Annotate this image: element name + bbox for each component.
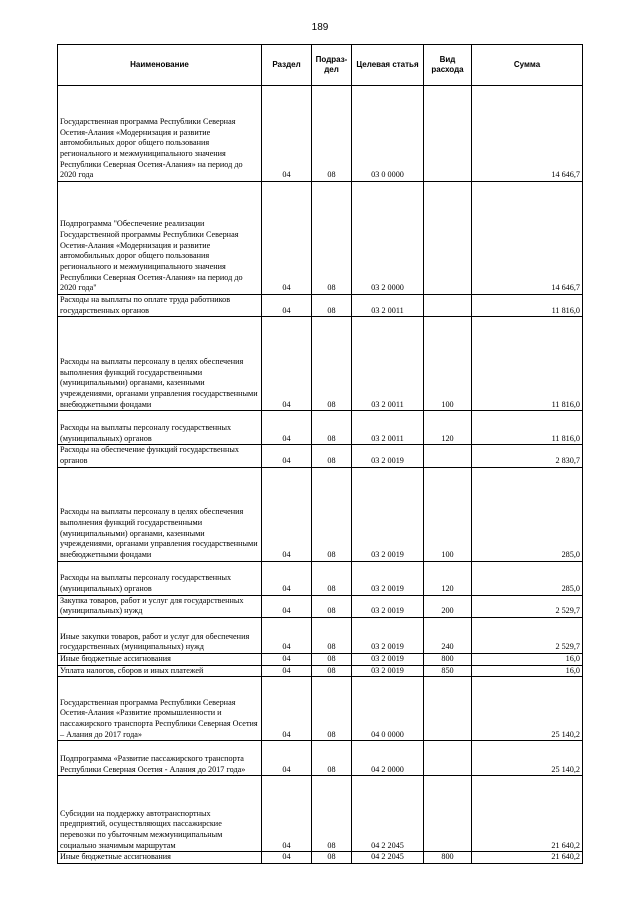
header-amount: Сумма [472,45,583,86]
cell-type: 850 [424,665,472,677]
cell-section: 04 [262,317,312,411]
header-subsection: Подраз-дел [312,45,352,86]
table-row [58,653,583,665]
cell-target: 03 2 0019 [352,665,424,677]
cell-amount: 21 640,2 [472,852,583,864]
cell-amount: 14 646,7 [472,86,583,182]
cell-name: Расходы на выплаты персоналу в целях обеспечения выполнения функций государственными (муниципальными) органами, казенными учреждениями, органами управления государственными внебюджетными фондами [58,467,262,561]
cell-name: Иные закупки товаров, работ и услуг для обеспечения государственных (муниципальных) нужд [58,617,262,653]
cell-section: 04 [262,852,312,864]
cell-name: Уплата налогов, сборов и иных платежей [58,665,262,677]
cell-subsection: 08 [312,295,352,317]
cell-section: 04 [262,617,312,653]
cell-subsection: 08 [312,653,352,665]
table-row [58,617,583,653]
cell-target: 04 2 2045 [352,852,424,864]
cell-name: Иные бюджетные ассигнования [58,852,262,864]
table-row [58,295,583,317]
budget-table [57,44,583,864]
cell-section: 04 [262,741,312,776]
cell-section: 04 [262,411,312,445]
cell-target: 03 2 0011 [352,317,424,411]
cell-type [424,741,472,776]
cell-target: 03 2 0019 [352,561,424,595]
cell-amount: 21 640,2 [472,776,583,852]
header-section: Раздел [262,45,312,86]
header-type: Вид расхода [424,45,472,86]
cell-target: 04 2 0000 [352,741,424,776]
cell-type: 800 [424,653,472,665]
cell-amount: 16,0 [472,665,583,677]
cell-name: Государственная программа Республики Северная Осетия-Алания «Развитие промышленности и пассажирского транспорта Республики Северная Осетия – Алания до 2017 года» [58,677,262,741]
cell-type [424,445,472,467]
cell-type [424,182,472,295]
cell-target: 03 2 0019 [352,617,424,653]
cell-target: 03 2 0019 [352,467,424,561]
cell-subsection: 08 [312,776,352,852]
cell-target: 03 2 0019 [352,653,424,665]
cell-subsection: 08 [312,852,352,864]
cell-type [424,677,472,741]
cell-target: 04 0 0000 [352,677,424,741]
table-row [58,561,583,595]
table-row [58,776,583,852]
table-row [58,677,583,741]
cell-section: 04 [262,445,312,467]
cell-subsection: 08 [312,411,352,445]
table-row [58,86,583,182]
page-number: 189 [311,22,329,33]
cell-amount: 285,0 [472,561,583,595]
cell-type: 100 [424,467,472,561]
cell-name: Подпрограмма "Обеспечение реализации Государственной программы Республики Северная Осетия-Алания «Модернизация и развитие автомобильных дорог общего пользования регионального и межмуниципального значения Республики Северная Осетия-Алания» на период до 2020 года" [58,182,262,295]
cell-name: Государственная программа Республики Северная Осетия-Алания «Модернизация и развитие автомобильных дорог общего пользования регионального и межмуниципального значения Республики Северная Осетия-Алания» на период до 2020 года [58,86,262,182]
cell-amount: 2 529,7 [472,595,583,617]
cell-type: 120 [424,561,472,595]
cell-name: Иные бюджетные ассигнования [58,653,262,665]
cell-amount: 285,0 [472,467,583,561]
cell-section: 04 [262,295,312,317]
table-row [58,411,583,445]
cell-subsection: 08 [312,741,352,776]
cell-target: 03 2 0019 [352,595,424,617]
cell-amount: 2 830,7 [472,445,583,467]
cell-type: 100 [424,317,472,411]
cell-type [424,295,472,317]
cell-subsection: 08 [312,617,352,653]
cell-name: Расходы на выплаты персоналу государственных (муниципальных) органов [58,561,262,595]
cell-section: 04 [262,561,312,595]
table-body [58,86,583,864]
cell-section: 04 [262,182,312,295]
cell-target: 04 2 2045 [352,776,424,852]
cell-section: 04 [262,595,312,617]
cell-section: 04 [262,86,312,182]
cell-name: Подпрограмма «Развитие пассажирского транспорта Республики Северная Осетия - Алания до 2017 года» [58,741,262,776]
cell-subsection: 08 [312,677,352,741]
table-row [58,852,583,864]
cell-section: 04 [262,776,312,852]
cell-target: 03 2 0011 [352,411,424,445]
table-row [58,182,583,295]
cell-type: 120 [424,411,472,445]
table-header-row [58,45,583,86]
cell-subsection: 08 [312,665,352,677]
cell-subsection: 08 [312,445,352,467]
cell-amount: 2 529,7 [472,617,583,653]
header-target: Целевая статья [352,45,424,86]
table-row [58,595,583,617]
cell-type [424,86,472,182]
cell-type [424,776,472,852]
table-row [58,317,583,411]
cell-subsection: 08 [312,317,352,411]
cell-type: 800 [424,852,472,864]
table-row [58,445,583,467]
header-name: Наименование [58,45,262,86]
table-row [58,741,583,776]
cell-amount: 14 646,7 [472,182,583,295]
cell-section: 04 [262,677,312,741]
cell-subsection: 08 [312,467,352,561]
cell-name: Субсидии на поддержку автотранспортных предприятий, осуществляющих пассажирские перевозки по убыточным межмуниципальным социально значимым маршрутам [58,776,262,852]
cell-section: 04 [262,467,312,561]
table-row [58,665,583,677]
cell-subsection: 08 [312,86,352,182]
cell-name: Закупка товаров, работ и услуг для государственных (муниципальных) нужд [58,595,262,617]
cell-target: 03 2 0000 [352,182,424,295]
cell-subsection: 08 [312,561,352,595]
cell-amount: 11 816,0 [472,295,583,317]
cell-name: Расходы на обеспечение функций государственных органов [58,445,262,467]
cell-target: 03 2 0019 [352,445,424,467]
cell-name: Расходы на выплаты персоналу в целях обеспечения выполнения функций государственными (муниципальными) органами, казенными учреждениями, органами управления государственными внебюджетными фондами [58,317,262,411]
cell-target: 03 2 0011 [352,295,424,317]
cell-type: 240 [424,617,472,653]
cell-subsection: 08 [312,182,352,295]
cell-name: Расходы на выплаты по оплате труда работников государственных органов [58,295,262,317]
cell-subsection: 08 [312,595,352,617]
cell-target: 03 0 0000 [352,86,424,182]
cell-amount: 16,0 [472,653,583,665]
cell-section: 04 [262,665,312,677]
cell-amount: 25 140,2 [472,741,583,776]
cell-name: Расходы на выплаты персоналу государственных (муниципальных) органов [58,411,262,445]
cell-amount: 25 140,2 [472,677,583,741]
table-row [58,467,583,561]
cell-section: 04 [262,653,312,665]
cell-type: 200 [424,595,472,617]
cell-amount: 11 816,0 [472,317,583,411]
cell-amount: 11 816,0 [472,411,583,445]
